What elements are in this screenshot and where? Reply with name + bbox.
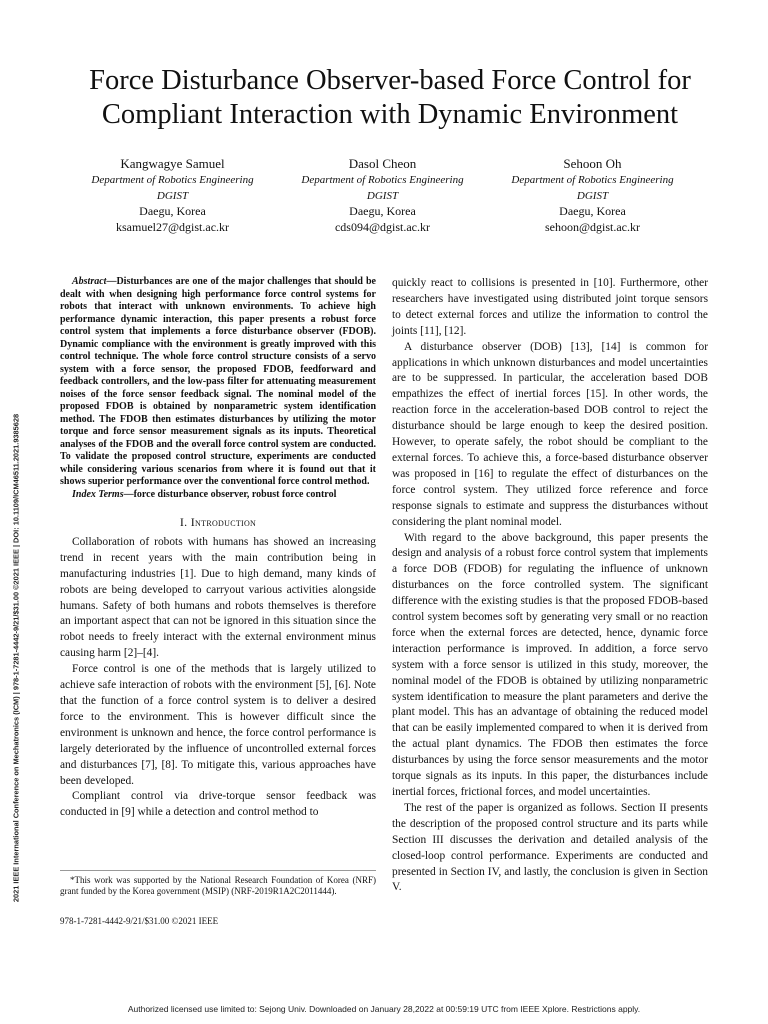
author-email: cds094@dgist.ac.kr	[334, 219, 431, 234]
paper-title	[40, 64, 740, 132]
side-doi-stamp	[8, 340, 24, 976]
abstract-lead: Abstract	[72, 276, 107, 287]
author-institution: DGIST	[576, 189, 609, 202]
author-name: Dasol Cheon	[348, 156, 417, 171]
abstract-text: —Disturbances are one of the major challenges that should be dealt with when designing high performance force control systems for robots that interact with unknown environments. To achieve high performance dynamic interaction, this paper presents a robust force control system that implements a force disturbance observer (FDOB). Dynamic compliance with the environment is greatly improved with this control technique. The whole force control structure consists of a servo system with a force sensor, the proposed FDOB, feedforward and feedback controllers, and the low-pass filter for attenuating measurement noises of the force sensor feedback signal. The nominal model of the proposed FDOB is obtained by nonparametric system identification method. The FDOB then estimates disturbances by utilizing the motor torque and force sensor measurement signals as its inputs. Theoretical analyses of the FDOB and the overall force control system are conducted. To validate the proposed control structure, experiments are conducted while considering various scenarios from where it is found out that it shows superior performance over the conventional force control method.	[60, 276, 376, 487]
index-terms	[60, 489, 376, 502]
paragraph: Compliant control via drive-torque sensor feedback was conducted in [9] while a detection and control method to	[60, 790, 376, 819]
author-department: Department of Robotics Engineering	[301, 174, 464, 186]
author-location: Daegu, Korea	[139, 204, 206, 218]
author-department: Department of Robotics Engineering	[91, 174, 254, 186]
footnote	[60, 870, 376, 897]
copyright-line: 978-1-7281-4442-9/21/$31.00 ©2021 IEEE	[60, 916, 219, 926]
author-department: Department of Robotics Engineering	[511, 174, 674, 186]
author-location: Daegu, Korea	[559, 204, 626, 218]
right-column	[392, 276, 708, 896]
footnote-text: *This work was supported by the National Research Foundation of Korea (NRF) grant funded by the Korea government (MSIP) (NRF-2019R1A2C2011444).	[60, 875, 376, 896]
author-email: ksamuel27@dgist.ac.kr	[115, 219, 230, 234]
author-institution: DGIST	[366, 189, 399, 202]
author-email: sehoon@dgist.ac.kr	[544, 219, 641, 234]
index-terms-text: —force disturbance observer, robust force control	[123, 488, 337, 500]
title-line-2: Compliant Interaction with Dynamic Environment	[101, 99, 679, 130]
abstract	[60, 276, 376, 489]
paragraph: With regard to the above background, this paper presents the design and analysis of a robust force control system that implements a force DOB (FDOB) for regulating the influence of unknown disturbances on the force controlled system. The significant difference with the existing studies is that the proposed FDOB-based control system becomes soft by generating very small or no reaction force when the external forces are detected, hence, dynamic force interaction performance is improved. In addition, a force servo system with a force sensor is utilized in this study, moreover, the nominal model of the FDOB is obtained by utilizing nonparametric system identification to measure the plant parameters and derive the plant model. This has an advantage of obtaining the reduced model that can be easily implemented compared to when it is derived from the actual plant dynamics. The FDOB then estimates the force disturbances by using the force sensor measurements and the motor torque signals as its inputs. In this paper, the disturbances include inertial forces, frictional forces, and model uncertainties.	[392, 531, 708, 798]
side-doi-text: 2021 IEEE International Conference on Mechatronics (ICM) | 978-1-7281-4442-9/21/$31.00 ©2021 IEEE | DOI: 10.1109/ICM46511.2021.9385628	[11, 413, 21, 903]
title-line-1: Force Disturbance Observer-based Force Control for	[89, 65, 691, 96]
download-notice: Authorized licensed use limited to: Sejong Univ. Downloaded on January 28,2022 at 00:59:19 UTC from IEEE Xplore. Restrictions apply.	[127, 1004, 641, 1014]
paragraph: The rest of the paper is organized as follows. Section II presents the description of the proposed control structure and its parts while Section III discusses the derivation and detailed analysis of the closed-loop control performance. Experiments are conducted and presented in Section IV, and lastly, the conclusion is given in Section V.	[392, 801, 708, 894]
index-terms-lead: Index Terms	[72, 488, 124, 500]
author-name: Kangwagye Samuel	[120, 156, 225, 171]
left-column	[60, 276, 376, 821]
author-1	[70, 156, 275, 235]
author-location: Daegu, Korea	[349, 204, 416, 218]
author-3	[490, 156, 695, 235]
section-number: I.	[179, 515, 188, 529]
section-heading-introduction	[60, 515, 376, 531]
author-name: Sehoon Oh	[563, 156, 622, 171]
paragraph: Force control is one of the methods that is largely utilized to achieve safe interaction of robots with the environment [5], [6]. Note that the function of a force control system is to deliver a desired force to the environment. This is however difficult since the environment is unknown and hence, the force control performance is largely deteriorated by the influence of uncontrolled external forces and disturbances [7], [8]. To mitigate this, various approaches have been developed.	[60, 663, 376, 787]
section-title: Introduction	[190, 515, 257, 529]
author-2	[280, 156, 485, 235]
paragraph: quickly react to collisions is presented in [10]. Furthermore, other researchers have investigated using distributed joint torque sensors to detect external forces and utilize the information to control the joints [11], [12].	[392, 277, 708, 337]
paragraph: Collaboration of robots with humans has showed an increasing trend in recent years with the main contribution being in manufacturing industries [1]. Due to high demand, many kinds of robots are being developed to carryout various activities alongside humans. Safety of both humans and robots themselves is therefore an important aspect that can not be ignored in this situation since the robot needs to freely interact with the external environment minus causing harm [2]–[4].	[60, 535, 376, 660]
paragraph: A disturbance observer (DOB) [13], [14] is common for applications in which unknown disturbances and model uncertainties are to be suppressed. In particular, the acceleration based DOB empathizes the effect of inertial forces [15]. In other words, the reaction force in the acceleration-based DOB control to reject the disturbance should be large enough to keep the desired position. However, to operate safely, the robot should be compliant to the external forces. To achieve this, a force-based disturbance observer was proposed in [16] to regulate the effect of disturbances on the force control system. They utilized force reference and force response signals to estimate and suppress the disturbances without considering the plant nominal model.	[392, 340, 708, 528]
author-institution: DGIST	[156, 189, 189, 202]
